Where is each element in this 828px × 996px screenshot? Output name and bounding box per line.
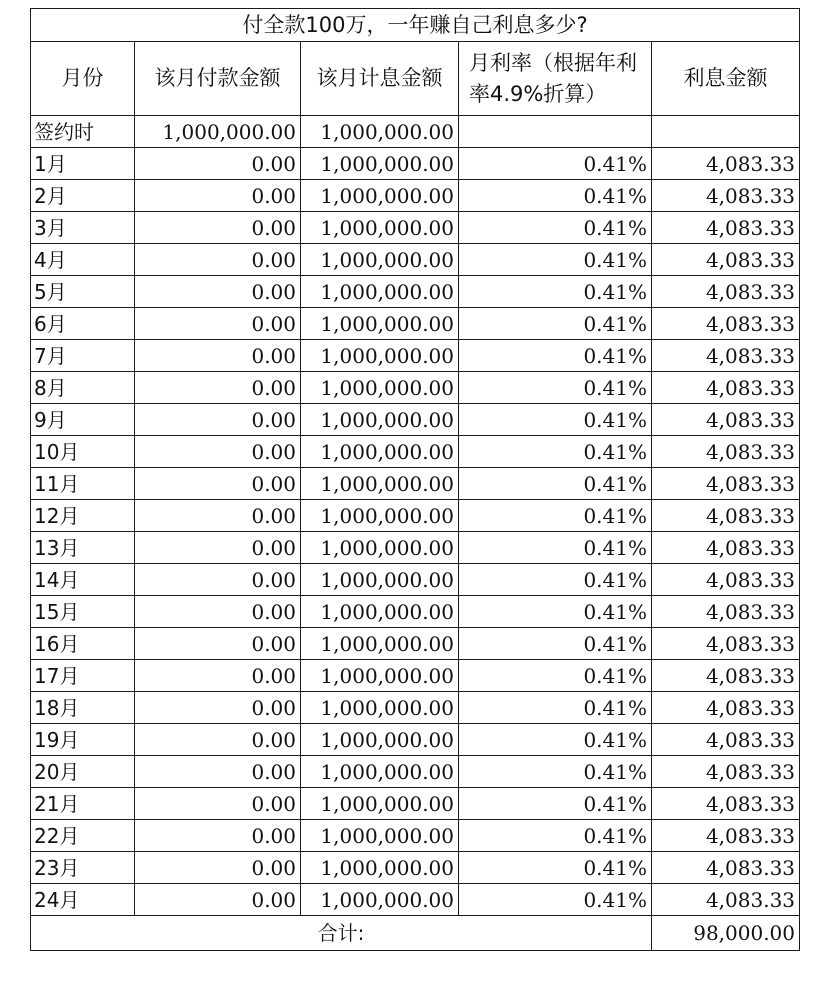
cell-month: 23月 — [31, 852, 135, 884]
table-row — [31, 564, 800, 596]
cell-month: 18月 — [31, 692, 135, 724]
table-row — [31, 884, 800, 916]
cell-payment: 0.00 — [135, 212, 301, 244]
cell-principal: 1,000,000.00 — [301, 852, 459, 884]
header-interest: 利息金额 — [652, 42, 800, 116]
cell-interest: 4,083.33 — [652, 692, 800, 724]
title-row — [31, 9, 800, 42]
cell-interest: 4,083.33 — [652, 468, 800, 500]
cell-month: 9月 — [31, 404, 135, 436]
cell-interest: 4,083.33 — [652, 660, 800, 692]
cell-principal: 1,000,000.00 — [301, 244, 459, 276]
interest-table — [30, 8, 800, 951]
cell-principal: 1,000,000.00 — [301, 564, 459, 596]
cell-month: 24月 — [31, 884, 135, 916]
cell-payment: 0.00 — [135, 852, 301, 884]
cell-rate: 0.41% — [459, 468, 652, 500]
cell-interest: 4,083.33 — [652, 244, 800, 276]
cell-interest: 4,083.33 — [652, 372, 800, 404]
cell-principal: 1,000,000.00 — [301, 788, 459, 820]
cell-payment: 0.00 — [135, 884, 301, 916]
cell-principal: 1,000,000.00 — [301, 276, 459, 308]
header-payment: 该月付款金额 — [135, 42, 301, 116]
cell-principal: 1,000,000.00 — [301, 404, 459, 436]
cell-rate: 0.41% — [459, 660, 652, 692]
table-row — [31, 244, 800, 276]
cell-rate: 0.41% — [459, 340, 652, 372]
cell-payment: 0.00 — [135, 308, 301, 340]
cell-payment: 0.00 — [135, 340, 301, 372]
cell-payment: 0.00 — [135, 148, 301, 180]
cell-payment: 0.00 — [135, 596, 301, 628]
cell-rate: 0.41% — [459, 692, 652, 724]
cell-payment: 0.00 — [135, 564, 301, 596]
cell-month: 20月 — [31, 756, 135, 788]
table-row — [31, 692, 800, 724]
cell-payment: 0.00 — [135, 692, 301, 724]
cell-rate: 0.41% — [459, 788, 652, 820]
cell-interest: 4,083.33 — [652, 340, 800, 372]
cell-principal: 1,000,000.00 — [301, 692, 459, 724]
cell-month: 22月 — [31, 820, 135, 852]
cell-payment: 0.00 — [135, 436, 301, 468]
total-value: 98,000.00 — [652, 916, 800, 951]
cell-principal: 1,000,000.00 — [301, 532, 459, 564]
cell-rate: 0.41% — [459, 852, 652, 884]
cell-principal: 1,000,000.00 — [301, 212, 459, 244]
cell-rate: 0.41% — [459, 820, 652, 852]
table-row — [31, 276, 800, 308]
cell-rate: 0.41% — [459, 276, 652, 308]
cell-month: 4月 — [31, 244, 135, 276]
table-row — [31, 756, 800, 788]
cell-interest — [652, 116, 800, 148]
cell-payment: 0.00 — [135, 500, 301, 532]
cell-month: 7月 — [31, 340, 135, 372]
cell-principal: 1,000,000.00 — [301, 340, 459, 372]
cell-month: 2月 — [31, 180, 135, 212]
cell-principal: 1,000,000.00 — [301, 308, 459, 340]
table-row — [31, 532, 800, 564]
cell-principal: 1,000,000.00 — [301, 884, 459, 916]
cell-principal: 1,000,000.00 — [301, 756, 459, 788]
cell-month: 14月 — [31, 564, 135, 596]
table-title: 付全款100万，一年赚自己利息多少? — [31, 9, 800, 42]
cell-principal: 1,000,000.00 — [301, 500, 459, 532]
cell-rate: 0.41% — [459, 564, 652, 596]
table-row — [31, 788, 800, 820]
cell-rate: 0.41% — [459, 724, 652, 756]
table-row — [31, 628, 800, 660]
cell-rate — [459, 116, 652, 148]
cell-principal: 1,000,000.00 — [301, 724, 459, 756]
cell-month: 17月 — [31, 660, 135, 692]
table-row — [31, 500, 800, 532]
cell-payment: 0.00 — [135, 660, 301, 692]
cell-month: 6月 — [31, 308, 135, 340]
cell-payment: 0.00 — [135, 628, 301, 660]
cell-payment: 0.00 — [135, 756, 301, 788]
cell-interest: 4,083.33 — [652, 404, 800, 436]
cell-interest: 4,083.33 — [652, 628, 800, 660]
cell-interest: 4,083.33 — [652, 756, 800, 788]
cell-rate: 0.41% — [459, 596, 652, 628]
cell-month: 13月 — [31, 532, 135, 564]
table-row — [31, 660, 800, 692]
cell-principal: 1,000,000.00 — [301, 660, 459, 692]
cell-payment: 0.00 — [135, 468, 301, 500]
cell-month: 15月 — [31, 596, 135, 628]
cell-rate: 0.41% — [459, 884, 652, 916]
cell-month: 8月 — [31, 372, 135, 404]
cell-payment: 0.00 — [135, 180, 301, 212]
cell-interest: 4,083.33 — [652, 724, 800, 756]
cell-month: 10月 — [31, 436, 135, 468]
cell-rate: 0.41% — [459, 436, 652, 468]
cell-rate: 0.41% — [459, 756, 652, 788]
cell-principal: 1,000,000.00 — [301, 116, 459, 148]
total-row — [31, 916, 800, 951]
header-rate: 月利率（根据年利率4.9%折算） — [459, 42, 652, 116]
cell-interest: 4,083.33 — [652, 884, 800, 916]
cell-rate: 0.41% — [459, 532, 652, 564]
total-label: 合计: — [31, 916, 652, 951]
cell-month: 1月 — [31, 148, 135, 180]
cell-payment: 1,000,000.00 — [135, 116, 301, 148]
table-row — [31, 436, 800, 468]
cell-interest: 4,083.33 — [652, 788, 800, 820]
cell-principal: 1,000,000.00 — [301, 628, 459, 660]
cell-interest: 4,083.33 — [652, 500, 800, 532]
cell-interest: 4,083.33 — [652, 180, 800, 212]
table-body — [31, 9, 800, 951]
cell-rate: 0.41% — [459, 308, 652, 340]
cell-rate: 0.41% — [459, 212, 652, 244]
cell-rate: 0.41% — [459, 180, 652, 212]
cell-principal: 1,000,000.00 — [301, 372, 459, 404]
cell-interest: 4,083.33 — [652, 596, 800, 628]
cell-principal: 1,000,000.00 — [301, 820, 459, 852]
cell-interest: 4,083.33 — [652, 532, 800, 564]
cell-payment: 0.00 — [135, 820, 301, 852]
table-row — [31, 596, 800, 628]
table-row — [31, 212, 800, 244]
cell-interest: 4,083.33 — [652, 564, 800, 596]
cell-payment: 0.00 — [135, 372, 301, 404]
cell-principal: 1,000,000.00 — [301, 596, 459, 628]
cell-month: 16月 — [31, 628, 135, 660]
cell-payment: 0.00 — [135, 788, 301, 820]
header-row — [31, 42, 800, 116]
cell-rate: 0.41% — [459, 148, 652, 180]
table-row — [31, 404, 800, 436]
cell-month: 3月 — [31, 212, 135, 244]
table-row — [31, 468, 800, 500]
header-principal: 该月计息金额 — [301, 42, 459, 116]
cell-payment: 0.00 — [135, 276, 301, 308]
header-month: 月份 — [31, 42, 135, 116]
cell-interest: 4,083.33 — [652, 308, 800, 340]
cell-principal: 1,000,000.00 — [301, 436, 459, 468]
cell-payment: 0.00 — [135, 244, 301, 276]
cell-month: 19月 — [31, 724, 135, 756]
table-row — [31, 340, 800, 372]
table-row — [31, 820, 800, 852]
cell-principal: 1,000,000.00 — [301, 468, 459, 500]
cell-interest: 4,083.33 — [652, 276, 800, 308]
table-row — [31, 724, 800, 756]
cell-month: 11月 — [31, 468, 135, 500]
table-row — [31, 180, 800, 212]
cell-principal: 1,000,000.00 — [301, 148, 459, 180]
cell-payment: 0.00 — [135, 532, 301, 564]
table-row — [31, 852, 800, 884]
cell-month: 12月 — [31, 500, 135, 532]
cell-rate: 0.41% — [459, 404, 652, 436]
cell-rate: 0.41% — [459, 244, 652, 276]
table-row — [31, 372, 800, 404]
cell-interest: 4,083.33 — [652, 212, 800, 244]
cell-interest: 4,083.33 — [652, 820, 800, 852]
cell-principal: 1,000,000.00 — [301, 180, 459, 212]
cell-month: 21月 — [31, 788, 135, 820]
table-row — [31, 308, 800, 340]
cell-interest: 4,083.33 — [652, 436, 800, 468]
cell-interest: 4,083.33 — [652, 148, 800, 180]
cell-rate: 0.41% — [459, 372, 652, 404]
cell-rate: 0.41% — [459, 628, 652, 660]
cell-interest: 4,083.33 — [652, 852, 800, 884]
table-row — [31, 116, 800, 148]
cell-month: 5月 — [31, 276, 135, 308]
table-row — [31, 148, 800, 180]
cell-payment: 0.00 — [135, 724, 301, 756]
cell-rate: 0.41% — [459, 500, 652, 532]
cell-payment: 0.00 — [135, 404, 301, 436]
cell-month: 签约时 — [31, 116, 135, 148]
